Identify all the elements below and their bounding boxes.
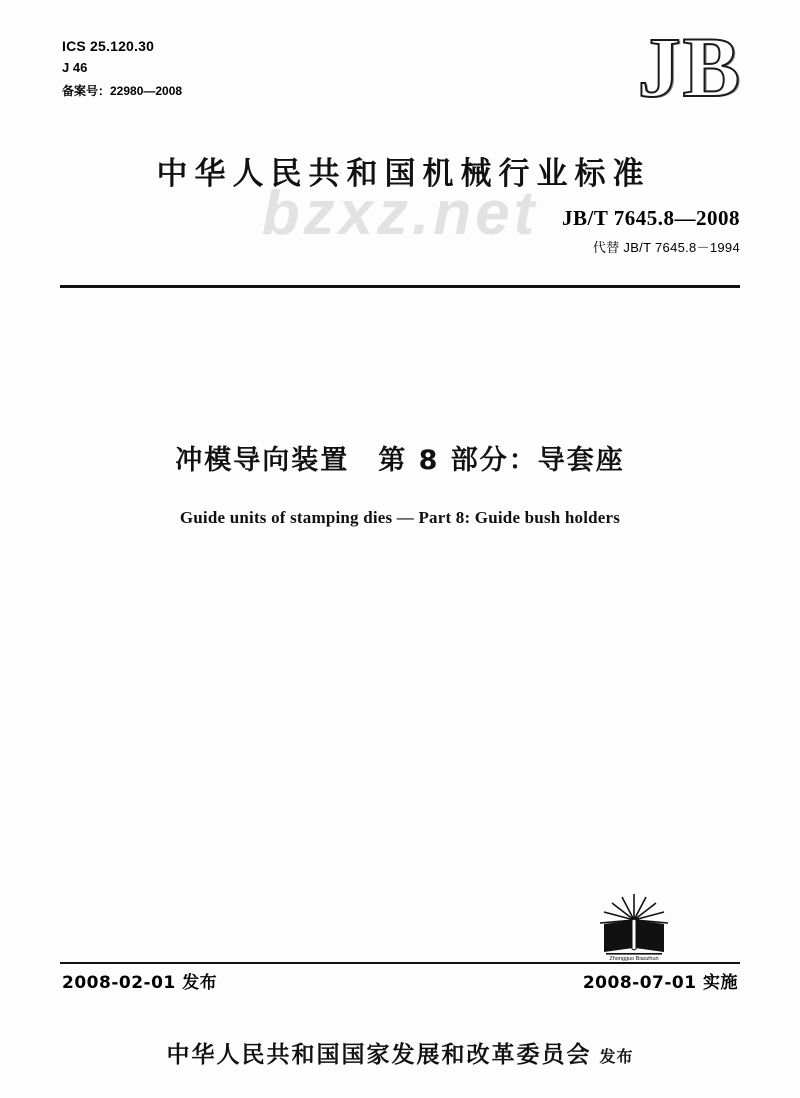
standard-number: JB/T 7645.8—2008 xyxy=(562,206,740,230)
header-divider xyxy=(60,285,740,288)
record-number: 备案号：22980—2008 xyxy=(62,84,183,99)
document-title-english: Guide units of stamping dies — Part 8: Guide bush holders xyxy=(179,508,621,527)
effective-date: 2008-07-01 实施 xyxy=(582,973,738,993)
ics-code: ICS 25.120.30 xyxy=(62,38,155,54)
publisher-verb: 发布 xyxy=(599,1047,634,1066)
jb-logo: JB xyxy=(637,19,742,115)
standard-number-block xyxy=(562,206,740,256)
publisher-emblem-icon xyxy=(588,890,680,962)
publisher-name: 中华人民共和国国家发展和改革委员会 xyxy=(166,1042,592,1068)
issue-date: 2008-02-01 发布 xyxy=(62,973,218,993)
document-title-chinese: 冲模导向装置 第 8 部分：导套座 xyxy=(175,445,625,476)
national-standard-title: 中华人民共和国机械行业标准 xyxy=(156,156,651,192)
footer-divider xyxy=(60,962,740,964)
publisher-line xyxy=(0,1036,800,1069)
watermark: bzxz.net xyxy=(261,179,539,248)
svg-text:Zhongguo Biaozhun: Zhongguo Biaozhun xyxy=(609,956,659,962)
header-codes xyxy=(62,36,182,101)
standard-replaces: 代替 JB/T 7645.8－1994 xyxy=(592,240,740,255)
classification-code: J 46 xyxy=(62,60,88,76)
